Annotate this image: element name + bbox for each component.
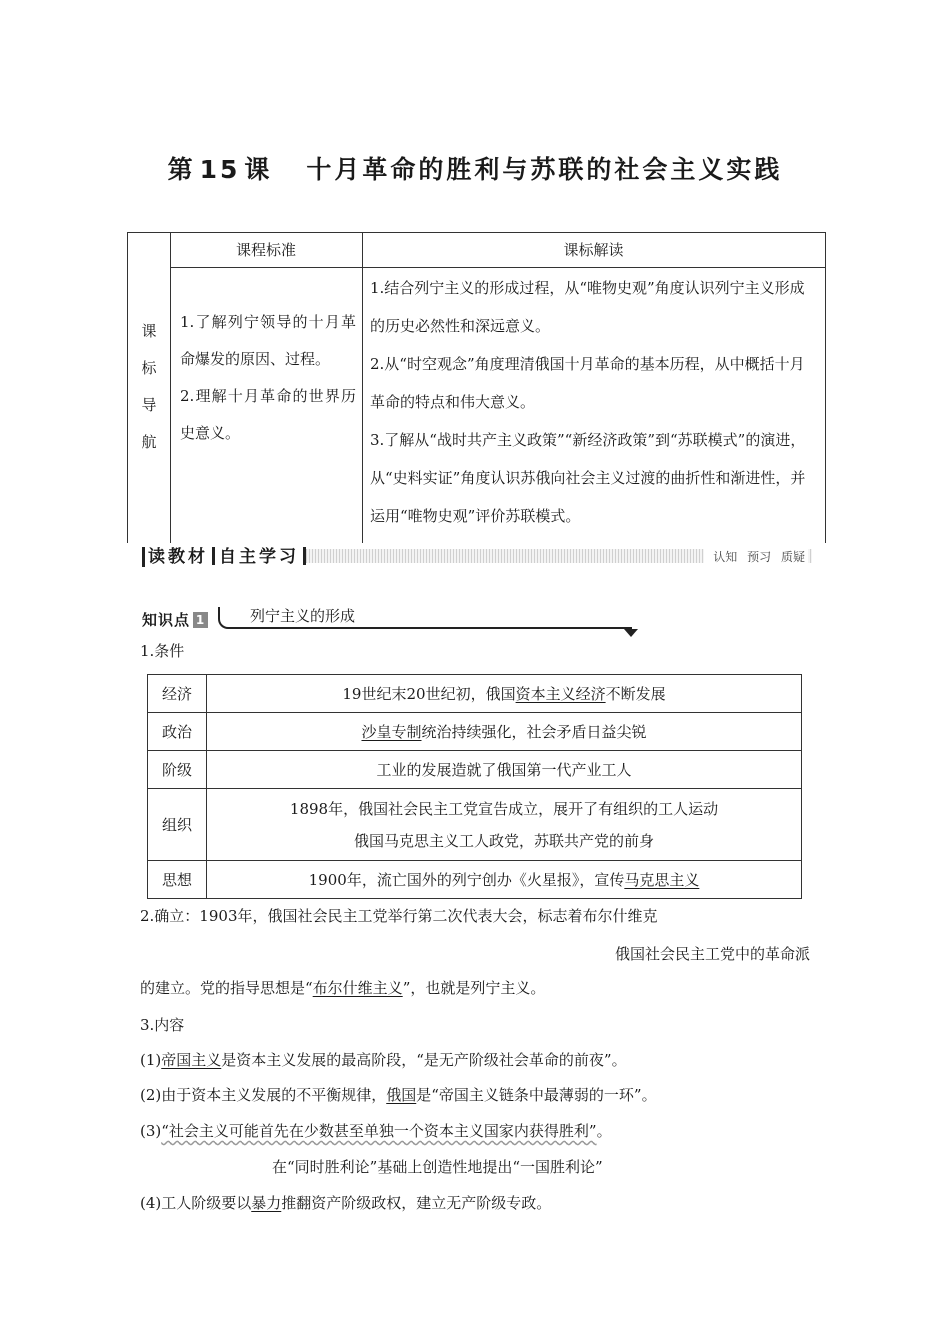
knowledge-point-label xyxy=(142,609,208,630)
content-item: (1)帝国主义是资本主义发展的最高阶段，“是无产阶级社会革命的前夜”。 xyxy=(140,1051,627,1069)
row-key: 阶级 xyxy=(148,751,207,789)
curriculum-guide-table xyxy=(127,232,826,543)
standards-cell xyxy=(180,304,356,452)
banner-part2: 自主学习 xyxy=(219,547,299,567)
interpretation-cell xyxy=(370,269,816,535)
section-banner xyxy=(142,545,812,569)
table-row xyxy=(148,675,802,713)
establishment-note: 俄国社会民主工党中的革命派 xyxy=(614,945,810,963)
title-suffix: 课 xyxy=(244,155,273,184)
section-heading: 3.内容 xyxy=(140,1016,185,1034)
section-heading: 1.条件 xyxy=(140,642,185,660)
col-header-interpretation: 课标解读 xyxy=(563,241,624,259)
interpretation-item: 3.了解从“战时共产主义政策”“新经济政策”到“苏联模式”的演进，从“史料实证”角度认识苏俄向社会主义过渡的曲折性和渐进性，并运用“唯物史观”评价苏联模式。 xyxy=(370,431,806,525)
row-key: 组织 xyxy=(148,789,207,861)
row-key: 政治 xyxy=(148,713,207,751)
title-prefix: 第 xyxy=(167,155,196,184)
knowledge-point-header xyxy=(140,605,640,645)
banner-part1: 读教材 xyxy=(148,547,208,567)
title-lesson-number: 15 xyxy=(199,155,241,184)
side-char: 标 xyxy=(141,359,157,377)
row-value: 1900年，流亡国外的列宁创办《火星报》，宣传马克思主义 xyxy=(207,861,802,899)
table-row xyxy=(148,751,802,789)
standard-item: 2.理解十月革命的世界历史意义。 xyxy=(180,387,356,442)
establishment-line2: 的建立。党的指导思想是“布尔什维主义”，也就是列宁主义。 xyxy=(140,979,546,997)
table-row xyxy=(148,861,802,899)
conditions-table xyxy=(147,674,802,899)
banner-tag: 认知 xyxy=(713,550,738,564)
guide-side-label xyxy=(128,313,170,461)
row-value: 工业的发展造就了俄国第一代产业工人 xyxy=(207,751,802,789)
banner-tag: 预习 xyxy=(747,550,772,564)
banner-label xyxy=(148,545,310,569)
row-value: 19世纪末20世纪初，俄国资本主义经济不断发展 xyxy=(207,675,802,713)
knowledge-point-topic: 列宁主义的形成 xyxy=(250,607,356,625)
row-value: 沙皇专制统治持续强化，社会矛盾日益尖锐 xyxy=(207,713,802,751)
content-item: (3)“社会主义可能首先在少数甚至单独一个资本主义国家内获得胜利”。 xyxy=(140,1122,612,1140)
establishment-line: 2.确立：1903年，俄国社会民主工党举行第二次代表大会，标志着布尔什维克 xyxy=(140,907,658,925)
kp-label-text: 知识点 xyxy=(142,611,191,629)
banner-tags xyxy=(704,548,808,565)
content-item: (4)工人阶级要以暴力推翻资产阶级政权，建立无产阶级专政。 xyxy=(140,1194,552,1212)
content-item: (2)由于资本主义发展的不平衡规律，俄国是“帝国主义链条中最薄弱的一环”。 xyxy=(140,1086,657,1104)
side-char: 航 xyxy=(141,433,157,451)
title-name: 十月革命的胜利与苏联的社会主义实践 xyxy=(306,155,783,184)
interpretation-item: 2.从“时空观念”角度理清俄国十月革命的基本历程，从中概括十月革命的特点和伟大意义。 xyxy=(370,355,805,411)
arrow-down-icon xyxy=(624,629,638,637)
banner-tag: 质疑 xyxy=(780,550,805,564)
content-note: 在“同时胜利论”基础上创造性地提出“一国胜利论” xyxy=(272,1158,603,1176)
row-key: 经济 xyxy=(148,675,207,713)
row-key: 思想 xyxy=(148,861,207,899)
page-title xyxy=(0,150,950,186)
standard-item: 1.了解列宁领导的十月革命爆发的原因、过程。 xyxy=(180,313,356,368)
kp-number-badge: 1 xyxy=(193,612,208,628)
side-char: 导 xyxy=(141,396,157,414)
interpretation-item: 1.结合列宁主义的形成过程，从“唯物史观”角度认识列宁主义形成的历史必然性和深远意义。 xyxy=(370,279,805,335)
side-char: 课 xyxy=(141,322,157,340)
table-row xyxy=(148,789,802,861)
table-row xyxy=(148,713,802,751)
col-header-standards: 课程标准 xyxy=(235,241,296,259)
row-value: 1898年，俄国社会民主工党宣告成立，展开了有组织的工人运动 俄国马克思主义工人政党，苏联共产党的前身 xyxy=(207,789,802,861)
